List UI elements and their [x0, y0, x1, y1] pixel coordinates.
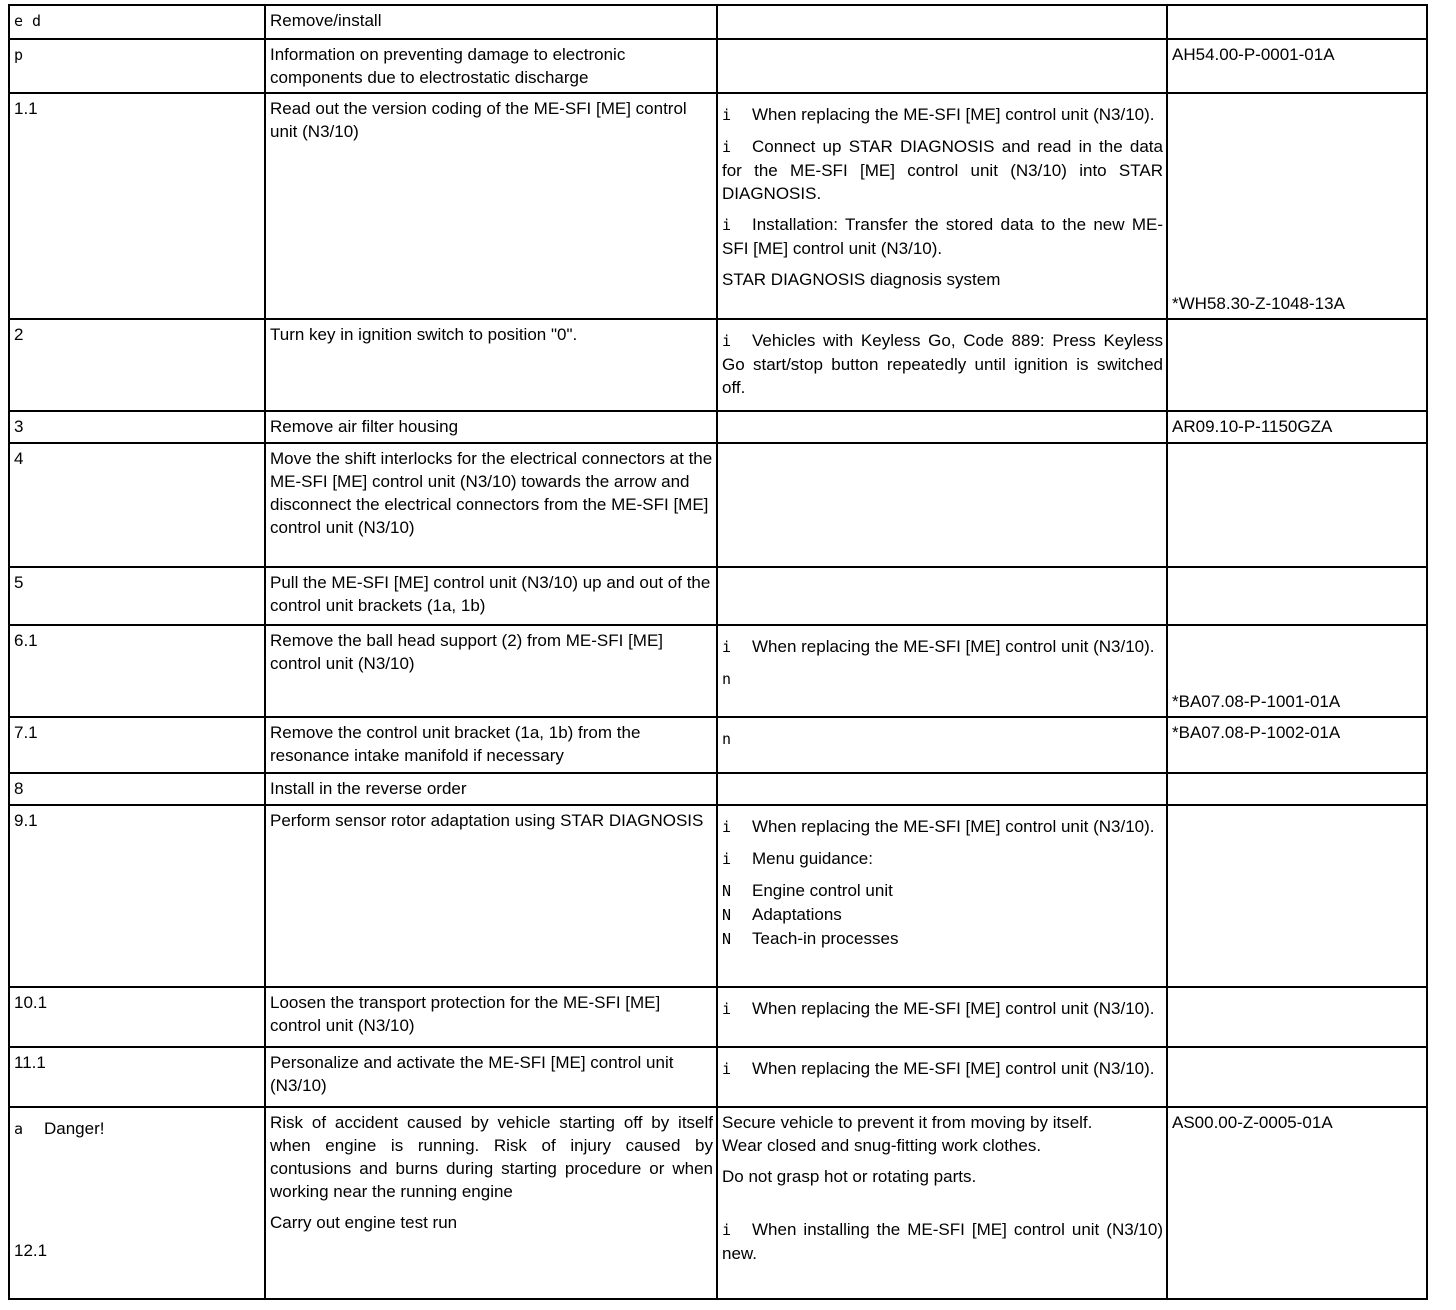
note-text: When replacing the ME-SFI [ME] control unit (N3/10).: [752, 637, 1155, 656]
bullet-item: [722, 879, 1163, 903]
step-number: [9, 1047, 265, 1107]
bullet-text: Engine control unit: [752, 881, 893, 900]
step-action: [265, 443, 717, 567]
step-reference: [1167, 93, 1427, 319]
tool-icon: n: [722, 670, 732, 688]
reference-code: AH54.00-P-0001-01A: [1172, 45, 1335, 64]
note-text: Vehicles with Keyless Go, Code 889: Press Keyless Go start/stop button repeatedly until ignition is switched off.: [722, 331, 1163, 397]
step-reference: [1167, 39, 1427, 93]
table-row: [9, 773, 1427, 805]
step-number-text: 9.1: [14, 811, 38, 830]
bullet-icon: N: [722, 906, 732, 924]
safety-measure: Secure vehicle to prevent it from moving by itself.: [722, 1113, 1093, 1132]
step-action: [265, 411, 717, 443]
step-reference: [1167, 717, 1427, 773]
step-number-text: 6.1: [14, 631, 38, 650]
bullet-item: [722, 927, 1163, 951]
tool-icon: n: [722, 730, 732, 748]
table-row: [9, 625, 1427, 717]
info-icon: i: [722, 1000, 732, 1018]
note: [722, 1057, 1163, 1081]
note: [722, 268, 1163, 291]
step-action: [265, 1047, 717, 1107]
step-number-text: 10.1: [14, 993, 48, 1012]
table-row: [9, 805, 1427, 987]
step-number-text: p: [14, 46, 24, 64]
note: [722, 847, 1163, 871]
step-reference: [1167, 411, 1427, 443]
step-reference: [1167, 987, 1427, 1047]
info-icon: i: [722, 850, 732, 868]
reference-code: AS00.00-Z-0005-01A: [1172, 1113, 1333, 1132]
info-icon: i: [722, 332, 732, 350]
step-number: [9, 625, 265, 717]
step-number-text: 3: [14, 417, 24, 436]
note-text: When replacing the ME-SFI [ME] control unit (N3/10).: [752, 1059, 1155, 1078]
step-reference: [1167, 625, 1427, 717]
step-number: [9, 443, 265, 567]
step-action-text: Remove air filter housing: [270, 417, 459, 436]
procedure-table: [8, 4, 1428, 1300]
note: [722, 727, 1163, 751]
info-icon: i: [722, 1060, 732, 1078]
danger-text-cell: [265, 1107, 717, 1299]
step-action-text: Perform sensor rotor adaptation using STAR DIAGNOSIS: [270, 811, 704, 830]
warning-icon: a: [14, 1120, 24, 1138]
reference-code: *WH58.30-Z-1048-13A: [1172, 294, 1345, 313]
table-row: [9, 319, 1427, 411]
danger-text: Risk of accident caused by vehicle starting off by itself when engine is running. Risk of injury caused by contusions and burns during starting procedure or when working near the running engine: [270, 1113, 713, 1201]
note: [722, 329, 1163, 399]
step-action-text: Pull the ME-SFI [ME] control unit (N3/10) up and out of the control unit brackets (1a, 1b): [270, 573, 711, 615]
procedure-table-body: [9, 5, 1427, 1299]
step-number-text: 11.1: [14, 1053, 46, 1072]
step-reference: [1167, 443, 1427, 567]
note: [722, 815, 1163, 839]
step-reference: [1167, 319, 1427, 411]
step-notes: [717, 443, 1167, 567]
step-action: [265, 319, 717, 411]
step-number: [9, 987, 265, 1047]
step-action-text: Remove the control unit bracket (1a, 1b) from the resonance intake manifold if necessary: [270, 723, 641, 765]
info-icon: i: [722, 818, 732, 836]
step-action: [265, 93, 717, 319]
step-notes: [717, 319, 1167, 411]
step-reference: [1167, 805, 1427, 987]
table-row: [9, 567, 1427, 625]
step-notes: [717, 987, 1167, 1047]
step-action: [265, 987, 717, 1047]
step-number: [9, 567, 265, 625]
step-action: [265, 39, 717, 93]
step-reference: [1167, 567, 1427, 625]
note-text: When installing the ME-SFI [ME] control unit (N3/10) new.: [722, 1220, 1163, 1263]
note-text: Installation: Transfer the stored data to the new ME-SFI [ME] control unit (N3/10).: [722, 215, 1163, 258]
step-number-text: 1.1: [14, 99, 38, 118]
step-number: [9, 717, 265, 773]
info-icon: i: [722, 106, 732, 124]
step-action-text: Remove/install: [270, 11, 382, 30]
note-text: Menu guidance:: [752, 849, 873, 868]
step-action-text: Remove the ball head support (2) from ME-SFI [ME] control unit (N3/10): [270, 631, 664, 673]
step-action: [265, 717, 717, 773]
reference-code: *BA07.08-P-1002-01A: [1172, 723, 1341, 742]
note: [722, 635, 1163, 659]
info-icon: i: [722, 638, 732, 656]
note: [722, 667, 1163, 691]
danger-measures-cell: [717, 1107, 1167, 1299]
danger-row: [9, 1107, 1427, 1299]
step-notes: [717, 39, 1167, 93]
step-number: [9, 5, 265, 39]
table-row: [9, 1047, 1427, 1107]
step-notes: [717, 411, 1167, 443]
step-number-12: 12.1: [14, 1241, 48, 1260]
safety-measure: Do not grasp hot or rotating parts.: [722, 1167, 977, 1186]
note-text: STAR DIAGNOSIS diagnosis system: [722, 270, 1001, 289]
bullet-icon: N: [722, 930, 732, 948]
step-reference: [1167, 5, 1427, 39]
table-row: [9, 5, 1427, 39]
step-number-text: 7.1: [14, 723, 38, 742]
note: [722, 1218, 1163, 1265]
note: [722, 103, 1163, 127]
step-action-text: Personalize and activate the ME-SFI [ME] control unit (N3/10): [270, 1053, 674, 1095]
bullet-icon: N: [722, 882, 732, 900]
step-number-text: 8: [14, 779, 24, 798]
step-action: [265, 773, 717, 805]
step-action-text: Turn key in ignition switch to position "0".: [270, 325, 578, 344]
step-action: [265, 625, 717, 717]
table-row: [9, 411, 1427, 443]
step-notes: [717, 773, 1167, 805]
step-number: [9, 773, 265, 805]
bullet-item: [722, 903, 1163, 927]
note: [722, 135, 1163, 205]
info-icon: i: [722, 138, 732, 156]
table-row: [9, 987, 1427, 1047]
step-action: [265, 5, 717, 39]
bullet-text: Adaptations: [752, 905, 842, 924]
step-notes: [717, 805, 1167, 987]
step-number-text: 4: [14, 449, 24, 468]
table-row: [9, 443, 1427, 567]
note-text: Connect up STAR DIAGNOSIS and read in the data for the ME-SFI [ME] control unit (N3/10) into STAR DIAGNOSIS.: [722, 137, 1163, 203]
danger-cell: [9, 1107, 265, 1299]
step-action-text: Move the shift interlocks for the electrical connectors at the ME-SFI [ME] control unit (N3/10) towards the arrow and disconnect the electrical connectors from the ME-SFI [ME] control unit (N3/10): [270, 449, 713, 537]
step-action-text: Information on preventing damage to electronic components due to electrostatic discharge: [270, 45, 626, 87]
note-text: When replacing the ME-SFI [ME] control unit (N3/10).: [752, 817, 1155, 836]
danger-reference: [1167, 1107, 1427, 1299]
step-number-text: e d: [14, 12, 42, 30]
step-action-text: Install in the reverse order: [270, 779, 467, 798]
note: [722, 213, 1163, 260]
step-action: [265, 805, 717, 987]
step-notes: [717, 93, 1167, 319]
reference-code: *BA07.08-P-1001-01A: [1172, 692, 1341, 711]
step-number: [9, 805, 265, 987]
step-number: [9, 411, 265, 443]
step-reference: [1167, 773, 1427, 805]
bullet-text: Teach-in processes: [752, 929, 899, 948]
step-action-text: Read out the version coding of the ME-SFI [ME] control unit (N3/10): [270, 99, 687, 141]
danger-label-text: Danger!: [44, 1119, 105, 1138]
step-action-12: Carry out engine test run: [270, 1213, 458, 1232]
step-reference: [1167, 1047, 1427, 1107]
danger-label: [14, 1117, 104, 1141]
step-number: [9, 39, 265, 93]
step-number: [9, 319, 265, 411]
table-row: [9, 93, 1427, 319]
step-notes: [717, 567, 1167, 625]
step-number-text: 2: [14, 325, 24, 344]
step-action-text: Loosen the transport protection for the ME-SFI [ME] control unit (N3/10): [270, 993, 661, 1035]
step-number: [9, 93, 265, 319]
note-text: When replacing the ME-SFI [ME] control unit (N3/10).: [752, 105, 1155, 124]
step-number-text: 5: [14, 573, 24, 592]
step-action: [265, 567, 717, 625]
note-text: When replacing the ME-SFI [ME] control unit (N3/10).: [752, 999, 1155, 1018]
note: [722, 997, 1163, 1021]
step-notes: [717, 625, 1167, 717]
info-icon: i: [722, 216, 732, 234]
table-row: [9, 717, 1427, 773]
info-icon: i: [722, 1221, 732, 1239]
step-notes: [717, 717, 1167, 773]
step-notes: [717, 1047, 1167, 1107]
table-row: [9, 39, 1427, 93]
reference-code: AR09.10-P-1150GZA: [1172, 417, 1333, 436]
safety-measure: Wear closed and snug-fitting work clothes.: [722, 1136, 1042, 1155]
step-notes: [717, 5, 1167, 39]
